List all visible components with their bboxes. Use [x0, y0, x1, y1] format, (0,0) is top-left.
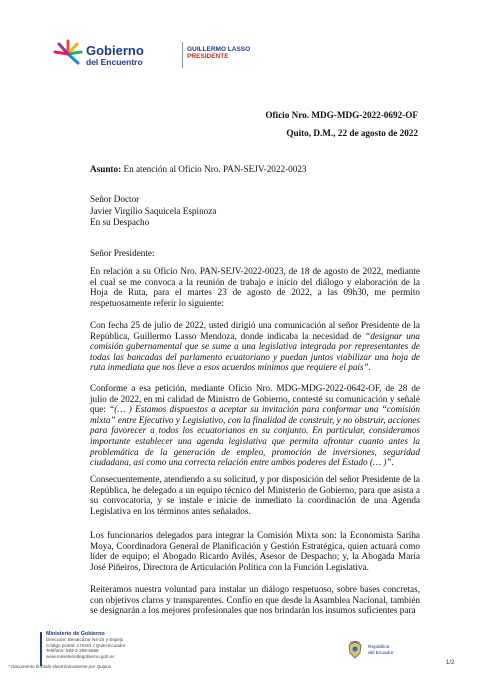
president-title: PRESIDENTE	[187, 53, 229, 60]
paragraph-6: Reiteramos nuestra voluntad para instalar un diálogo respetuoso, sobre bases concretas, con objetivos claros y transparentes. Confío en que desde la Asamblea Nacional, también se designarán a los mejores profesionales que nos brindarán los insumos suficientes para	[90, 584, 420, 616]
gobierno-logo	[52, 38, 251, 74]
salutation: Señor Presidente:	[90, 248, 155, 258]
footer-phone: Teléfono: 593-2-295-5666	[46, 648, 99, 654]
logo-divider	[182, 42, 183, 68]
page-number: 1/2	[446, 660, 455, 666]
footer-ministry: Ministerio de Gobierno	[46, 631, 105, 637]
subject-text: En atención al Oficio Nro. PAN-SEJV-2022-0023	[121, 164, 307, 174]
coat-of-arms-icon	[346, 640, 364, 660]
footer-address: Dirección: Benalcázar N4-24 y Espejo	[46, 637, 124, 643]
paragraph-5: Los funcionarios delegados para integrar la Comisión Mixta son: la Economista Sariha Moya, Coordinadora General de Planificación y Gestión Estratégica, quien actuará como líder de equipo; el Abogado Ricardo Avilés, Asesor de Despacho; y, la Abogada María José Piñeiros, Directora de Articulación Política con la Función Legislativa.	[90, 530, 420, 572]
logo-subtitle: del Encuentro	[86, 57, 143, 67]
recipient-office: En su Despacho	[90, 217, 150, 227]
subject-line	[90, 164, 307, 174]
footnote: * Documento firmado electrónicamente por Quipux	[8, 664, 112, 669]
footer-postal: Código postal: 170401 / Quito-Ecuador	[46, 642, 126, 648]
footer-web: www.ministeriodegobierno.gob.ec	[46, 653, 115, 659]
paragraph-3-quote: “(… ) Estamos dispuestos a aceptar su invitación para conformar una “comisión mixta” entre Ejecutivo y Legislativo, con la finalidad de construir, y no obstruir, acciones para favorecer a todos los ecuatorianos en su conjunto. En particular, consideramos importante establecer una agenda legislativa que permita afrontar cuanto antes la problemática de la generación de empleo, promoción de inversiones, seguridad ciudadana, así como una correcta relación entre ambos poderes del Estado (… )”.	[90, 404, 420, 468]
place-date: Quito, D.M., 22 de agosto de 2022	[286, 128, 418, 138]
seal-label	[368, 645, 394, 656]
footer-accent-bar	[40, 632, 42, 666]
logo-name: Gobierno	[86, 43, 144, 58]
seal-label-line2: del Ecuador	[368, 650, 394, 656]
document-reference: Oficio Nro. MDG-MDG-2022-0692-OF	[265, 110, 418, 120]
recipient-name: Javier Virgilio Saquicela Espinoza	[90, 205, 217, 216]
footer-contact	[46, 632, 125, 659]
paragraph-2	[90, 320, 420, 373]
logo-burst-icon	[52, 38, 84, 70]
paragraph-3	[90, 383, 420, 468]
paragraph-4: Consecuentemente, atendiendo a su solicitud, y por disposición del señor Presidente de la República, he delegado a un equipo técnico del Ministerio de Gobierno, para que asista a su convocatoria, y se instale e inicie de inmediato la coordinación de una Agenda Legislativa en los términos antes señalados.	[90, 474, 420, 516]
paragraph-2-quote: “designar una comisión gubernamental que se sume a una legislativa integrada por representantes de todas las bancadas del parlamento ecuatoriano y puedan juntos viabilizar una hoja de ruta inmediata que nos lleve a esos acuerdos mínimos que requiere el país”.	[90, 330, 420, 373]
paragraph-1: En relación a su Oficio Nro. PAN-SEJV-2022-0023, de 18 de agosto de 2022, mediante el cual se me convoca a la reunión de trabajo e inicio del diálogo y elaboración de la Hoja de Ruta, para el martes 23 de agosto de 2022, a las 09h30, me permito respetuosamente referir lo siguiente:	[90, 266, 420, 308]
seal-label-line1: República	[368, 645, 390, 650]
subject-label: Asunto:	[90, 164, 122, 174]
president-name: GUILLERMO LASSO	[187, 46, 251, 53]
recipient-title: Señor Doctor	[90, 194, 140, 204]
paragraph-3-text: Conforme a esa petición, mediante Oficio Nro. MDG-MDG-2022-0642-OF, de 28 de julio de 2022, en mi calidad de Ministro de Gobierno, contesté su comunicación y señalé que:	[90, 383, 420, 415]
recipient-block	[90, 194, 216, 229]
paragraph-2-text: Con fecha 25 de julio de 2022, usted dirigió una comunicación al señor Presidente de la República, Guillermo Lasso Mendoza, donde indicaba la necesidad de	[90, 320, 420, 341]
